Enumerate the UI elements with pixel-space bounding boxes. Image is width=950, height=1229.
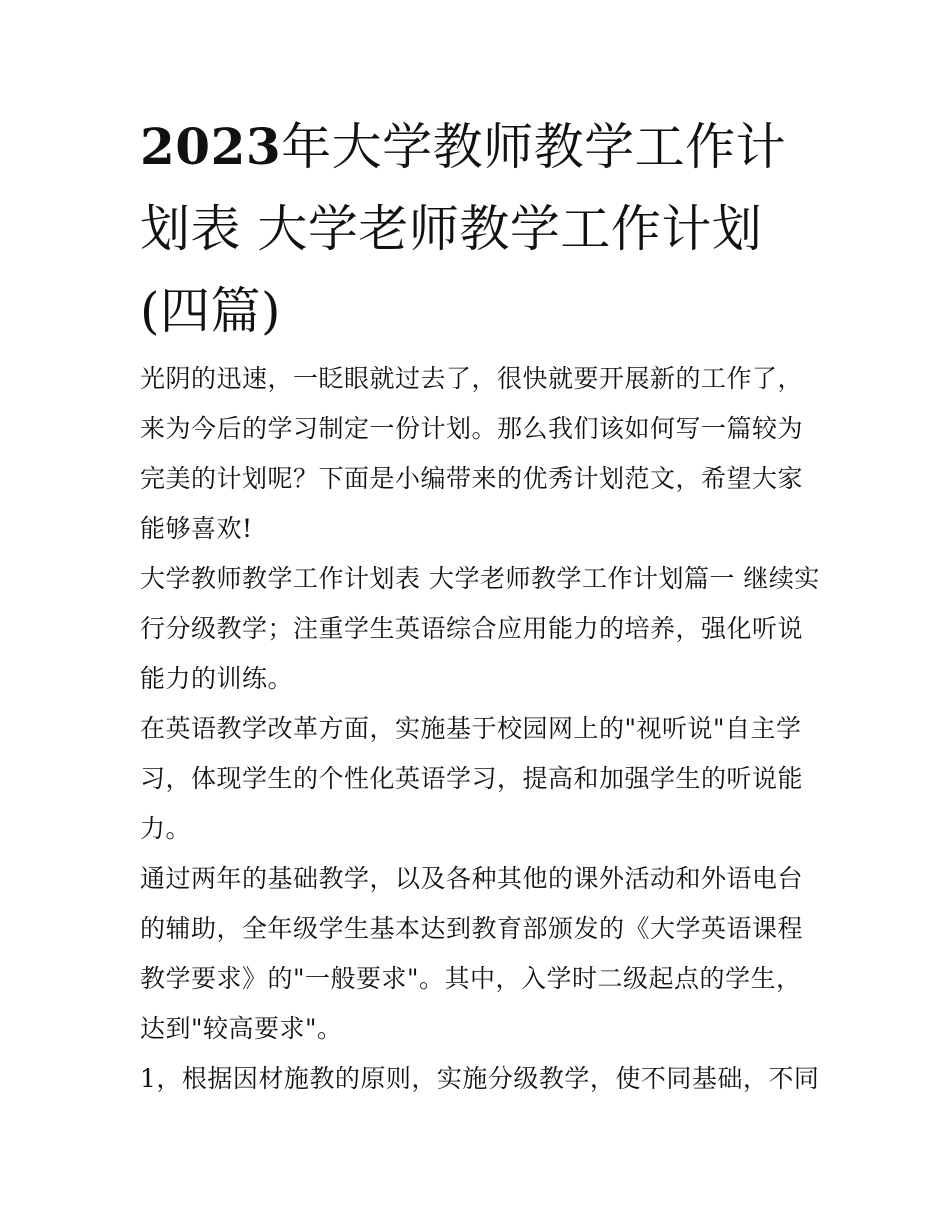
section-one-paragraph: 大学教师教学工作计划表 大学老师教学工作计划篇一 继续实行分级教学；注重学生英语综合应用能力的培养，强化听说能力的训练。 xyxy=(140,564,820,693)
title-year: 2023 xyxy=(140,117,282,176)
document-body xyxy=(140,354,820,1104)
goal-paragraph: 通过两年的基础教学，以及各种其他的课外活动和外语电台的辅助，全年级学生基本达到教育部颁发的《大学英语课程教学要求》的"一般要求"。其中，入学时二级起点的学生，达到"较高要求"。 xyxy=(140,864,804,1043)
document-title xyxy=(140,106,820,352)
reform-paragraph: 在英语教学改革方面，实施基于校园网上的"视听说"自主学习，体现学生的个性化英语学习，提高和加强学生的听说能力。 xyxy=(140,714,804,843)
intro-paragraph: 光阴的迅速，一眨眼就过去了，很快就要开展新的工作了，来为今后的学习制定一份计划。那么我们该如何写一篇较为完美的计划呢？下面是小编带来的优秀计划范文，希望大家能够喜欢! xyxy=(140,364,804,543)
title-text: 年大学教师教学工作计划表 大学老师教学工作计划(四篇) xyxy=(140,118,787,340)
list-item-1-paragraph: 1，根据因材施教的原则，实施分级教学，使不同基础，不同 xyxy=(140,1064,820,1093)
